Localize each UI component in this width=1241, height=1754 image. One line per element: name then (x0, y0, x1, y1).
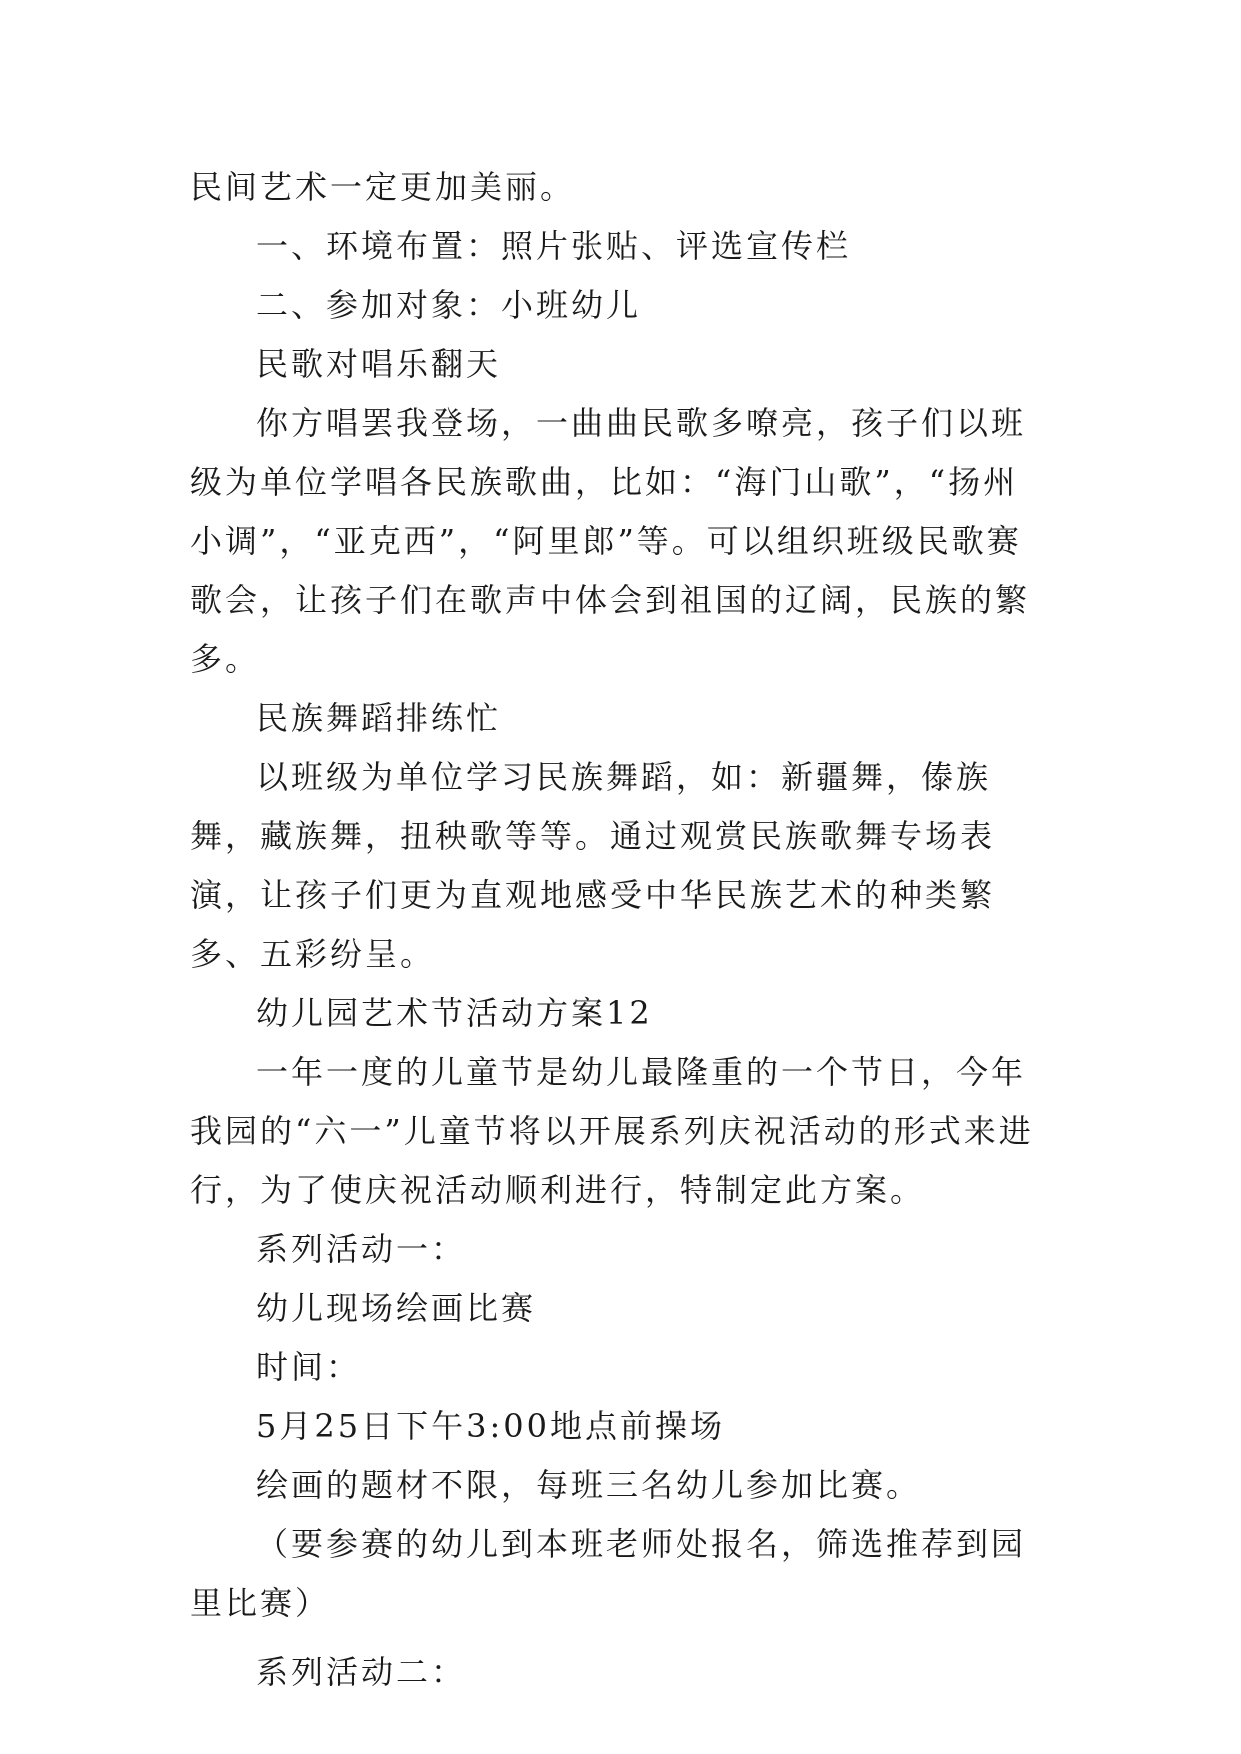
document-title: 幼儿园艺术节活动方案12 (256, 994, 653, 1032)
paragraph: 绘画的题材不限，每班三名幼儿参加比赛。 (256, 1466, 922, 1504)
section-heading: 民族舞蹈排练忙 (256, 699, 502, 737)
time-location: 5月25日下午3:00地点前操场 (256, 1407, 725, 1445)
document-body (190, 158, 1052, 1702)
section-heading: 系列活动一： (256, 1230, 467, 1268)
paragraph: 以班级为单位学习民族舞蹈，如：新疆舞，傣族舞，藏族舞，扭秧歌等等。通过观赏民族歌舞专场表演，让孩子们更为直观地感受中华民族艺术的种类繁多、五彩纷呈。 (190, 758, 996, 973)
time-label: 时间： (256, 1348, 362, 1386)
activity-title: 幼儿现场绘画比赛 (256, 1289, 537, 1327)
paragraph: （要参赛的幼儿到本班老师处报名，筛选推荐到园里比赛） (190, 1525, 1027, 1622)
paragraph: 一年一度的儿童节是幼儿最隆重的一个节日，今年我园的“六一”儿童节将以开展系列庆祝活动的形式来进行，为了使庆祝活动顺利进行，特制定此方案。 (190, 1053, 1034, 1209)
paragraph: 二、参加对象：小班幼儿 (256, 286, 642, 324)
paragraph: 你方唱罢我登场，一曲曲民歌多嘹亮，孩子们以班级为单位学唱各民族歌曲，比如：“海门山歌”，“扬州小调”，“亚克西”，“阿里郎”等。可以组织班级民歌赛歌会，让孩子们在歌声中体会到祖国的辽阔，民族的繁多。 (190, 404, 1031, 678)
section-heading: 系列活动二： (256, 1653, 467, 1691)
paragraph: 一、环境布置：照片张贴、评选宣传栏 (256, 227, 852, 265)
paragraph: 民间艺术一定更加美丽。 (190, 168, 576, 206)
section-heading: 民歌对唱乐翻天 (256, 345, 502, 383)
